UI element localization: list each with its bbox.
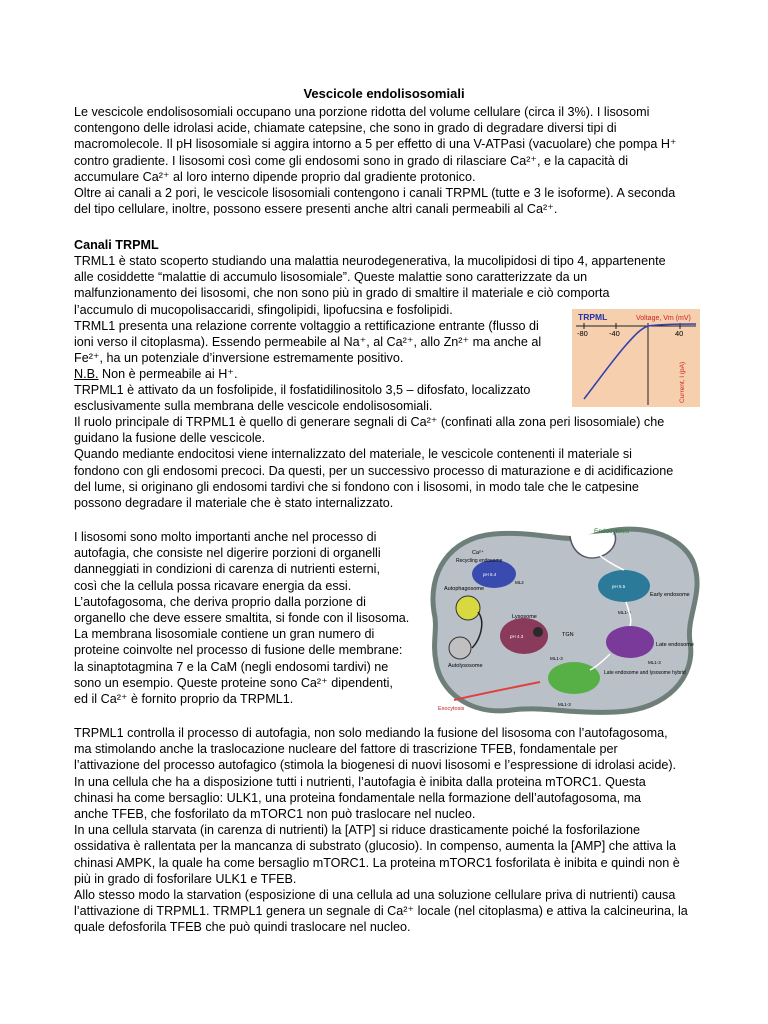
- text-line: Oltre ai canali a 2 pori, le vescicole lisosomiali contengono i canali TRPML (tutte e 3 le isoforme). A seconda: [74, 186, 676, 201]
- final-paragraph: [74, 725, 702, 936]
- text-line: Il ruolo principale di TRPML1 è quello di generare segnali di Ca²⁺ (confinati alla zona peri lisosomiale) che: [74, 415, 665, 429]
- text-line: In una cellula che ha a disposizione tutti i nutrienti, l’autofagia è inibita dalla proteina mTORC1. Questa: [74, 774, 646, 789]
- late-endosome-label: Late endosome: [656, 642, 694, 648]
- iv-tick-label: 40: [675, 329, 684, 338]
- text-line: TRML1 presenta una relazione corrente voltaggio a rettificazione entrante (flusso di: [74, 319, 539, 333]
- iv-ylabel: Current, I (pA): [679, 361, 686, 403]
- text-line: TRPML1 controlla il processo di autofagia, non solo mediando la fusione del lisosoma con l’autofagosoma,: [74, 726, 668, 740]
- ph55-label: pH 5.5: [612, 584, 626, 589]
- text-line: Le vescicole endolisosomiali occupano una porzione ridotta del volume cellulare (circa il 3%). I lisosomi: [74, 105, 650, 119]
- hybrid-label: Late endosome and lysosome hybrid: [604, 670, 686, 676]
- trpml-paragraph-d: [74, 414, 702, 511]
- text-line: più in grado di fosforilare ULK1 e TFEB.: [74, 871, 297, 886]
- text-line: l’attivazione del processo autofagico (stimola la biogenesi di nuovi lisosomi e l’espressione di idrolasi acide).: [74, 758, 677, 773]
- text-line: TRPML1 è attivato da un fosfolipide, il fosfatidilinositolo 3,5 – difosfato, localizzato: [74, 383, 531, 397]
- early-endosome-label: Early endosome: [650, 592, 690, 598]
- text-line: accumulare Ca²⁺ al loro interno dipende proprio dal gradiente protonico.: [74, 169, 476, 184]
- iv-xlabel: Voltage, Vm (mV): [636, 315, 691, 322]
- text-line: possono degradare il materiale che è stato internalizzato.: [74, 496, 394, 511]
- autolysosome: [449, 637, 471, 659]
- text-line: I lisosomi sono molto importanti anche nel processo di: [74, 530, 377, 544]
- ml13-label-d: ML1-3: [618, 610, 631, 615]
- trpml-paragraph-b: [74, 318, 570, 367]
- text-line: L’autofagosoma, che deriva proprio dalla porzione di: [74, 594, 366, 609]
- ml2-label: ML2: [515, 580, 524, 585]
- ph43-label: pH 4.3: [510, 634, 524, 639]
- ml13-label-a: ML1-3: [550, 656, 563, 661]
- nb-text: Non è permeabile ai H⁺.: [98, 367, 238, 381]
- iv-tick-label: -80: [577, 329, 588, 338]
- autophagosome: [456, 596, 480, 620]
- iv-title: TRPML: [578, 312, 608, 322]
- autophagy-paragraph: [74, 529, 419, 707]
- exocytosis-label: Exocytosis: [438, 706, 465, 712]
- trpml-paragraph-c: [74, 382, 570, 414]
- trpml-heading: Canali TRPML: [74, 238, 159, 252]
- text-line: ma stimolando anche la traslocazione nucleare del fattore di trascrizione TFEB, fondamentale per: [74, 742, 618, 757]
- text-line: Fe²⁺, ha un potenziale d’inversione estremamente positivo.: [74, 351, 404, 366]
- text-line: Allo stesso modo la starvation (esposizione di una cellula ad una soluzione cellulare priva di nutrienti) causa: [74, 888, 676, 903]
- text-line: fondono con gli endosomi precoci. Da questi, per un successivo processo di maturazione e di acidificazione: [74, 463, 674, 478]
- text-line: ossidativa è rallentata per la mancanza di substrato (glucosio). In compenso, aumenta la [AMP] che attiva la: [74, 839, 677, 854]
- text-line: ed il Ca²⁺ è fornito proprio da TRPML1.: [74, 692, 294, 707]
- recycling-label: Recycling endosome: [456, 558, 503, 564]
- text-line: esclusivamente sulla membrana delle vescicole endolisosomiali.: [74, 399, 433, 414]
- late-endosome-lysosome-hybrid: [548, 662, 600, 694]
- text-line: del lume, si originano gli endosomi tardivi che si fondono con i lisosomi, in modo tale che le catpesine: [74, 479, 639, 494]
- text-line: alle cosiddette “malattie di accumulo lisosomiale”. Queste malattie sono caratterizzate da un: [74, 270, 588, 285]
- nb-label: N.B.: [74, 367, 99, 381]
- text-line: sono un esempio. Queste proteine sono Ca²⁺ dipendenti,: [74, 675, 393, 690]
- late-endosome: [606, 626, 654, 658]
- text-line: TRML1 è stato scoperto studiando una malattia neurodegenerativa, la mucolipidosi di tipo 4, appartenente: [74, 254, 666, 268]
- ml13-label-c: ML1-3: [558, 702, 571, 707]
- ca-label: Ca²⁺: [472, 550, 484, 556]
- autolysosome-label: Autolysosome: [448, 663, 483, 669]
- text-line: chinasi ha come bersaglio: ULK1, una proteina fondamentale nella formazione dell’autofagosoma, ma: [74, 790, 642, 805]
- text-line: La membrana lisosomiale contiene un gran numero di: [74, 627, 375, 642]
- text-line: proteine coinvolte nel processo di fusione delle membrane:: [74, 643, 403, 658]
- text-line: anche TFEB, che fosforilato da mTORC1 non può traslocare nel nucleo.: [74, 807, 476, 822]
- nb-line: [74, 366, 570, 382]
- ph64-label: pH 6.4: [483, 572, 497, 577]
- endocytosis-label: Endocytosis: [594, 528, 630, 535]
- text-line: macromolecole. Il pH lisosomiale si aggira intorno a 5 per effetto di una V-ATPasi (vacuolare) che pompa H⁺: [74, 137, 677, 152]
- text-line: quale defosforila TFEB che può quindi traslocare nel nucleo.: [74, 920, 411, 935]
- text-line: danneggiati in condizioni di carenza di nutrienti esterni,: [74, 562, 380, 577]
- endolysosome-cell-figure: [420, 524, 704, 720]
- text-line: la sinaptotagmina 7 e la CaM (negli endosomi tardivi) ne: [74, 659, 389, 674]
- lysosome-label: Lysosome: [512, 614, 537, 620]
- text-line: guidano la fusione delle vescicole.: [74, 431, 266, 446]
- text-line: malfunzionamento dei lisosomi, che non sono più in grado di smaltire il materiale e ciò comporta: [74, 286, 610, 301]
- iv-tick-label: -40: [609, 329, 620, 338]
- text-line: chinasi AMPK, la quale ha come bersaglio mTORC1. La proteina mTORC1 fosforilata è inibita e quindi non è: [74, 855, 680, 870]
- text-line: ioni verso il citoplasma). Essendo permeabile al Na⁺, al Ca²⁺, allo Zn²⁺ ma anche al: [74, 335, 542, 350]
- text-line: In una cellula starvata (in carenza di nutrienti) la [ATP] si riduce drasticamente poiché la fosforilazione: [74, 823, 641, 838]
- text-line: del tipo cellulare, inoltre, possono essere presenti anche altri canali permeabili al Ca²⁺.: [74, 202, 558, 217]
- document-title: Vescicole endolisosomiali: [303, 86, 465, 101]
- intro-paragraph: [74, 104, 702, 217]
- text-line: autofagia, che consiste nel digerire porzioni di organelli: [74, 546, 381, 561]
- lysosome-cargo: [533, 627, 543, 637]
- text-line: l’attivazione di TRPML1. TRMPL1 genera un segnale di Ca²⁺ locale (nel citoplasma) e attiva la calcineurina, la: [74, 904, 688, 919]
- text-line: contengono delle idrolasi acide, chiamate catepsine, che sono in grado di degradare diversi tipi di: [74, 121, 617, 136]
- tgn-label: TGN: [562, 632, 574, 638]
- text-line: così che la cellula possa ricavare energia da essi.: [74, 578, 352, 593]
- ml13-label-b: ML1-3: [648, 660, 661, 665]
- trpml-iv-figure: [572, 309, 700, 407]
- text-line: Quando mediante endocitosi viene internalizzato del materiale, le vescicole contenenti il materiale si: [74, 447, 632, 462]
- text-line: l’accumulo di mucopolisaccaridi, sfingolipidi, lipofucsina e fosfolipidi.: [74, 302, 453, 317]
- autophagosome-label: Autophagosome: [444, 586, 485, 592]
- text-line: organello che deve essere smaltita, si fonde con il lisosoma.: [74, 611, 410, 626]
- text-line: contro gradiente. I lisosomi così come gli endosomi sono in grado di rilasciare Ca²⁺, e la capacità di: [74, 153, 629, 168]
